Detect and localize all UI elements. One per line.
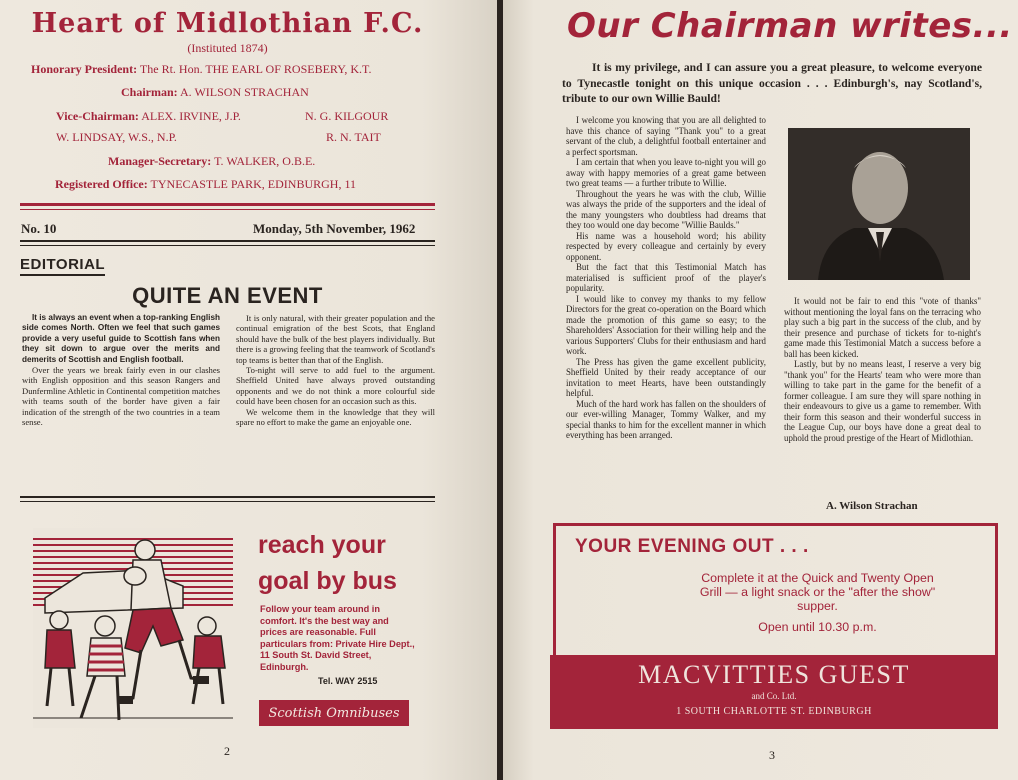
editorial-bottom-rule <box>20 496 435 498</box>
chairman-col1-para: Throughout the years he was with the club, Willie was always the pride of the supporters and the ideal of the many youngsters who doubtless had dreams that they too would one day become "Willie Baulds." <box>566 188 766 230</box>
bus-ad-telephone: Tel. WAY 2515 <box>318 676 378 686</box>
honorary-president-name: The Rt. Hon. THE EARL OF ROSEBERY, K.T. <box>139 62 372 76</box>
chairman-col1-para: I welcome you knowing that you are all delighted to have this chance of saying "Thank you" to a great servant of the club, a delightful football entertainer and a perfect sportsman. <box>566 115 766 157</box>
evening-out-hours: Open until 10.30 p.m. <box>758 620 877 634</box>
director-kilgour: N. G. KILGOUR <box>305 109 389 123</box>
chairman-column-1 <box>566 115 766 441</box>
editorial-col2-para: We welcome them in the knowledge that they will spare no effort to make the game an enjoyable one. <box>236 406 435 428</box>
chairman-col1-para: Much of the hard work has fallen on the shoulders of our ever-willing Manager, Tommy Walker, and my special thanks to him for the excellent manner in which everything has been arranged. <box>566 398 766 440</box>
football-players-illustration <box>33 528 233 728</box>
bus-ad-body: Follow your team around in comfort. It's the best way and prices are reasonable. Full particulars from: Private Hire Dept., 11 South St. David Street, Edinburgh. <box>260 604 415 672</box>
date-rule <box>20 240 435 242</box>
chairman-col1-para: The Press has given the game excellent publicity, Sheffield United by their ready acceptance of our invitation to meet Hearts, have been outstandingly helpful. <box>566 356 766 398</box>
editorial-bottom-rule-thin <box>20 501 435 502</box>
honorary-president-line <box>31 62 371 77</box>
chairman-col1-para: His name was a household word; his ability respected by every colleague and certainly by every opponent. <box>566 230 766 262</box>
director-tait: R. N. TAIT <box>326 130 381 144</box>
issue-date: Monday, 5th November, 1962 <box>253 221 416 236</box>
editorial-col1-para: Over the years we break fairly even in our clashes with English opposition and this season Rangers and Dunfermline Athletic in Continental competition matches with teams south of the border have given a fair indication of the strength of the two countries in a team sense. <box>22 365 220 428</box>
chairman-col1-para: I am certain that when you leave to-night you will go away with happy memories of a great game between two great teams — a further tribute to Willie. <box>566 157 766 188</box>
chairman-col2-para: It would not be fair to end this "vote of thanks" without mentioning the loyal fans on the terracing who play such a big part in the success of the club, and by their presence and purchase of tickets for to-night's game made this Testimonial Match a success before a ball has been kicked. <box>784 296 981 359</box>
office-address: TYNECASTLE PARK, EDINBURGH, 11 <box>150 177 356 191</box>
macvitties-address: 1 SOUTH CHARLOTTE ST. EDINBURGH <box>676 706 872 717</box>
page-number-left: 2 <box>224 744 230 758</box>
editorial-col2-para: It is only natural, with their greater population and the continual emigration of the best Scots, that England should have the bulk of the best players individually. But there is a growing feeling that the teamwork of Scotland's top teams is better than that of the English. <box>236 313 435 365</box>
instituted-line: (Instituted 1874) <box>187 41 268 55</box>
date-rule-thin <box>20 245 435 246</box>
bus-ad-heading-line-2: goal by bus <box>258 567 397 595</box>
vice-chairman-name: ALEX. IRVINE, J.P. <box>141 109 241 123</box>
chairman-signature: A. Wilson Strachan <box>826 500 918 512</box>
honorary-president-label: Honorary President: <box>31 62 138 76</box>
scottish-omnibuses-logo: Scottish Omnibuses <box>259 700 409 726</box>
chairman-intro-text: It is my privilege, and I can assure you a great pleasure, to welcome everyone to Tynecastle tonight on this unique occasion . . . Edinburgh's, nay Scotland's, tribute to our own Willie Bauld! <box>562 61 982 106</box>
club-title: Heart of Midlothian F.C. <box>31 8 424 39</box>
director-lindsay: W. LINDSAY, W.S., N.P. <box>56 130 177 144</box>
chairman-name: A. WILSON STRACHAN <box>180 85 309 99</box>
bus-ad-heading <box>258 527 397 599</box>
page-number-right: 3 <box>769 748 775 762</box>
editorial-tag: EDITORIAL <box>20 256 105 276</box>
editorial-headline: QUITE AN EVENT <box>132 283 323 308</box>
vice-chairman-line <box>56 109 241 124</box>
office-label: Registered Office: <box>55 177 148 191</box>
manager-name: T. WALKER, O.B.E. <box>214 154 316 168</box>
office-line <box>55 177 356 192</box>
chairman-writes-title: Our Chairman writes... <box>567 6 1013 46</box>
chairman-portrait-photo <box>788 128 970 280</box>
editorial-column-1 <box>22 313 220 427</box>
macvitties-company: and Co. Ltd. <box>751 691 797 701</box>
top-rule-thin <box>20 209 435 210</box>
editorial-column-2 <box>236 313 435 427</box>
manager-line <box>108 154 315 169</box>
bus-ad-heading-line-1: reach your <box>258 531 386 559</box>
chairman-intro <box>562 60 982 107</box>
top-rule <box>20 203 435 206</box>
macvitties-name: MACVITTIES GUEST <box>638 660 910 689</box>
vice-chairman-label: Vice-Chairman: <box>56 109 139 123</box>
chairman-column-2 <box>784 296 981 443</box>
issue-number: No. 10 <box>21 221 57 236</box>
chairman-label: Chairman: <box>121 85 178 99</box>
evening-out-body: Complete it at the Quick and Twenty Open Grill — a light snack or the "after the show" supper. <box>699 571 936 613</box>
chairman-col2-para: Lastly, but by no means least, I reserve a very big "thank you" for the Hearts' team who were more than willing to take part in the game for the benefit of a former colleague. I am sure they will spare nothing in their endeavours to give us a game to remember. With their form this season and their wonderful success in the League Cup, our boys have done a great deal to uphold the proud prestige of the Heart of Midlothian. <box>784 359 981 443</box>
editorial-col1-para: It is always an event when a top-ranking English side comes North. Often we feel that such games provide a very useful guide to Scottish fans when they sit down to argue over the merits and demerits of Scottish and English football. <box>22 313 220 364</box>
chairman-col1-para: I would like to convey my thanks to my fellow Directors for the great co-operation on the Board which made the promotion of this game so easy; to the Shareholders' Association for their willing help and the various Supporters' Clubs for their enthusiasm and hard work. <box>566 293 766 356</box>
manager-label: Manager-Secretary: <box>108 154 212 168</box>
editorial-col2-para: To-night will serve to add fuel to the argument. Sheffield United have always proved outstanding opponents and we do not think a more colourful side could have been chosen for an occasion such as this. <box>236 365 435 407</box>
evening-out-title: YOUR EVENING OUT . . . <box>575 536 809 557</box>
chairman-col1-para: But the fact that this Testimonial Match has materialised is sufficient proof of the player's popularity. <box>566 262 766 293</box>
chairman-line <box>121 85 309 100</box>
